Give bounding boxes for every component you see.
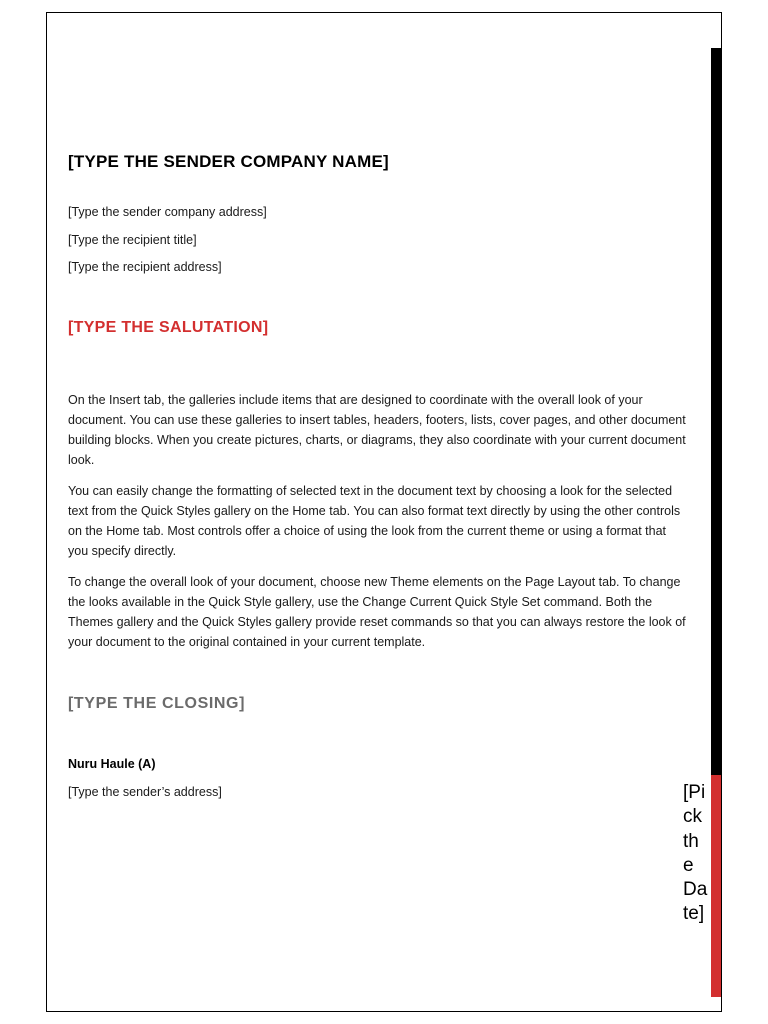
body-paragraph-3: To change the overall look of your document, choose new Theme elements on the Page Layout tab. To change the looks available in the Quick Style gallery, use the Change Current Quick Style Set command. Both the Themes gallery and the Quick Styles gallery provide reset commands so that you can always restore the look of your document to the original contained in your current template.	[68, 575, 686, 649]
salutation[interactable]: [TYPE THE SALUTATION]	[68, 319, 269, 336]
sender-company-name[interactable]: [TYPE THE SENDER COMPANY NAME]	[68, 152, 389, 171]
recipient-address[interactable]: [Type the recipient address]	[68, 260, 222, 274]
sender-company-address[interactable]: [Type the sender company address]	[68, 205, 267, 219]
sender-address[interactable]: [Type the sender’s address]	[68, 785, 222, 799]
document-page	[46, 12, 722, 1012]
body-paragraph-2: You can easily change the formatting of selected text in the document text by choosing a look for the selected text from the Quick Styles gallery on the Home tab. You can also format text directly by using the other controls on the Home tab. Most controls offer a choice of using the look from the current theme or using a format that you specify directly.	[68, 484, 681, 558]
date-picker-placeholder[interactable]: [Pick the Date]	[683, 782, 708, 925]
body-paragraph-1: On the Insert tab, the galleries include items that are designed to coordinate with the overall look of your document. You can use these galleries to insert tables, headers, footers, lists, cover pages, and other document building blocks. When you create pictures, charts, or diagrams, they also coordinate with your current document look.	[68, 393, 686, 467]
side-bar-red	[711, 775, 722, 997]
sender-name: Nuru Haule (A)	[68, 757, 156, 771]
recipient-title[interactable]: [Type the recipient title]	[68, 233, 197, 247]
closing[interactable]: [TYPE THE CLOSING]	[68, 695, 246, 712]
side-bar-black	[711, 48, 722, 775]
